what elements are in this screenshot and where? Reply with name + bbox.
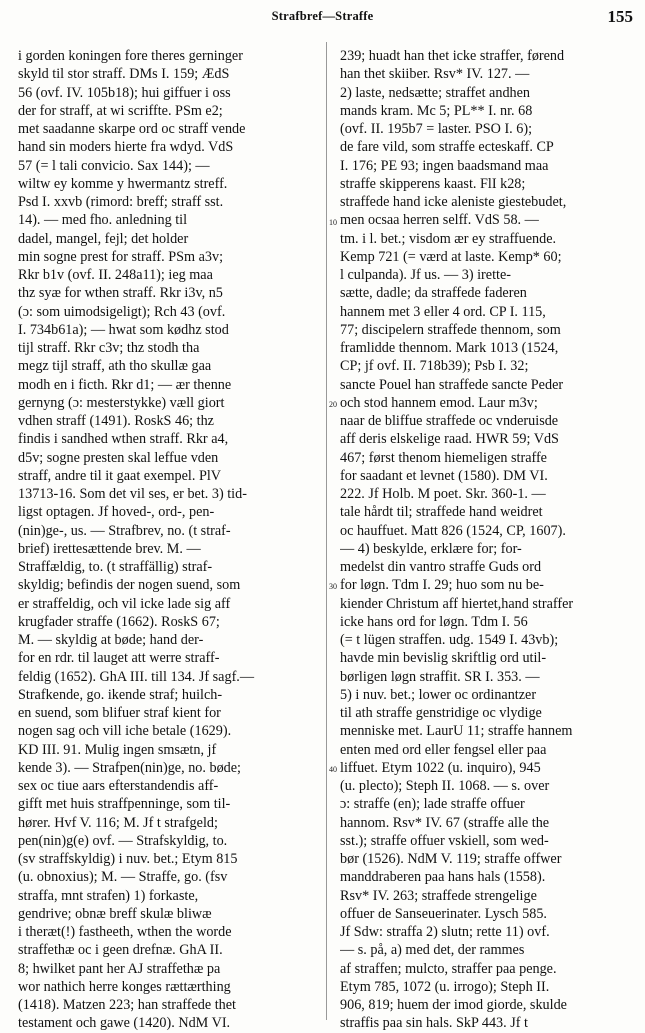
text-line: for løgn. Tdm I. 29; huo som nu be-: [340, 577, 544, 594]
text-line: tijl straff. Rkr c3v; thz stodh tha: [18, 340, 200, 356]
text-line: offuer de Sanseuerinater. Lysch 585.: [340, 905, 547, 922]
text-line: sex oc tiue aars efterstandendis aff-: [18, 778, 219, 794]
text-line: ɔ: straffe (en); lade straffe offuer: [340, 796, 525, 813]
text-line: wiltw ey komme y hwermantz streff.: [18, 175, 228, 192]
text-line: straffe skipperens kaast. FlI k28;: [340, 175, 526, 192]
text-line: kende 3). — Strafpen(nin)ge, no. bøde;: [18, 759, 241, 776]
text-line: havde min bevislig skriftlig ord util-: [340, 650, 547, 667]
text-line: modh en i ficth. Rkr d1; — ær thenne: [18, 376, 232, 393]
text-line: men ocsaa herren selff. VdS 58. —: [340, 212, 539, 229]
right-text-column: [340, 47, 630, 1033]
text-line: och stod hannem emod. Laur m3v;: [340, 394, 538, 411]
text-line: skyld til stor straff. DMs I. 159; ÆdS: [18, 66, 230, 83]
text-line: (1418). Matzen 223; han straffede thet: [18, 997, 236, 1013]
text-line: straffethæ oc i geen drefnæ. GhA II.: [18, 942, 223, 959]
text-line: han thet skiiber. Rsv* IV. 127. —: [340, 66, 530, 83]
text-line: naar de bliffue straffede oc vnderuisde: [340, 413, 559, 429]
text-line: Psd I. xxvb (rimord: breff; straff sst.: [18, 194, 224, 210]
text-line: megz tijl straff, ath tho skullæ gaa: [18, 358, 212, 375]
text-line: 77; discipelern straffede thennom, som: [340, 321, 561, 338]
line-number-marker: 20: [329, 400, 337, 409]
text-line: bør (1526). NdM V. 119; straffe offwer: [340, 851, 562, 867]
text-line: manddraberen paa hans hals (1558).: [340, 869, 546, 886]
text-line: tale hårdt til; straffede hand weidret: [340, 504, 543, 521]
text-line: i gorden koningen fore theres gerninger: [18, 48, 243, 64]
text-line: straff, andre til it gaat exempel. PlV: [18, 467, 222, 484]
text-line: 906, 819; huem der imod giorde, skulde: [340, 997, 567, 1013]
text-line: I. 176; PE 93; ingen baadsmand maa: [340, 157, 549, 174]
text-line: feldig (1652). GhA III. till 134. Jf sagf.—: [18, 668, 255, 685]
text-line: (sv straffskyldig) i nuv. bet.; Etym 815: [18, 851, 238, 867]
line-number-marker: 10: [329, 218, 337, 227]
running-header: Strafbref—Straffe: [271, 9, 374, 23]
text-line: l culpanda). Jf us. — 3) irette-: [340, 267, 511, 283]
text-line: hannom. Rsv* IV. 67 (straffe alle the: [340, 814, 550, 831]
text-line: enten med ord eller fengsel eller paa: [340, 741, 547, 758]
page-number: 155: [607, 7, 633, 26]
text-line: tm. i l. bet.; visdom ær ey straffuende.: [340, 230, 557, 247]
text-line: af straffen; mulcto, straffer paa penge.: [340, 960, 557, 977]
text-line: straffis paa sin hals. SkP 443. Jf t: [340, 1015, 528, 1032]
text-line: kiender Christum aff hiertet,hand straffer: [340, 595, 574, 612]
text-line: met saadanne skarpe ord oc straff vende: [18, 121, 246, 137]
text-line: thz syæ for wthen straff. Rkr i3v, n5: [18, 285, 223, 302]
text-line: (ɔ: som uimodsigeligt); Rch 43 (ovf.: [18, 303, 226, 320]
text-line: gifft met huis straffpenninge, som til-: [18, 796, 231, 813]
text-line: 467; først thenom hiemeligen straffe: [340, 449, 547, 466]
text-line: icke hans ord for løgn. Tdm I. 56: [340, 613, 528, 630]
text-line: straffa, mnt strafen) 1) forkaste,: [18, 887, 199, 904]
text-line: de fare vild, som straffe ecteskaff. CP: [340, 139, 554, 156]
text-line: medelst din vantro straffe Guds ord: [340, 559, 542, 575]
text-line: gendrive; obnæ breff skulæ bliwæ: [18, 905, 212, 922]
text-line: — 4) beskylde, erklære for; for-: [340, 540, 522, 557]
text-line: (nin)ge-, us. — Strafbrev, no. (t straf-: [18, 522, 231, 539]
text-line: mands kram. Mc 5; PL** I. nr. 68: [340, 102, 533, 119]
text-line: sætte, dadle; da straffede faderen: [340, 285, 527, 302]
text-line: ligst optagen. Jf hoved-, ord-, pen-: [18, 504, 215, 521]
text-line: Etym 785, 1072 (u. irrogo); Steph II.: [340, 978, 550, 995]
text-line: hannem met 3 eller 4 ord. CP I. 115,: [340, 303, 546, 320]
text-line: 222. Jf Holb. M poet. Skr. 360-1. —: [340, 486, 546, 502]
text-line: Rkr b1v (ovf. II. 248a11); ieg maa: [18, 267, 213, 283]
text-line: Rsv* IV. 263; straffede strengelige: [340, 887, 537, 904]
text-line: (u. obnoxius); M. — Straffe, go. (fsv: [18, 869, 228, 886]
text-line: for saadant et levnet (1580). DM VI.: [340, 467, 548, 484]
text-line: 56 (ovf. IV. 105b18); hui giffuer i oss: [18, 84, 231, 101]
text-line: hører. Hvf V. 116; M. Jf t strafgeld;: [18, 814, 218, 831]
text-line: framlidde thennom. Mark 1013 (1524,: [340, 340, 559, 356]
text-line: (ovf. II. 195b7 = laster. PSO I. 6);: [340, 121, 533, 137]
text-line: liffuet. Etym 1022 (u. inquiro), 945: [340, 759, 541, 776]
text-line: børligen løgn straffit. SR I. 353. —: [340, 668, 540, 685]
text-line: 239; huadt han thet icke straffer, førend: [340, 48, 565, 64]
text-line: d5v; sogne presten skal leffue vden: [18, 449, 219, 466]
text-line: (u. plecto); Steph II. 1068. — s. over: [340, 778, 550, 794]
text-line: Strafkende, go. ikende straf; huilch-: [18, 686, 223, 703]
text-line: hand sin moders hierte fra wdyd. VdS: [18, 139, 234, 156]
text-line: M. — skyldig at bøde; hand der-: [18, 632, 204, 648]
text-line: findis i sandhed wthen straff. Rkr a4,: [18, 431, 229, 448]
left-text-column: [18, 47, 314, 1033]
text-line: gernyng (ɔ: mesterstykke) væll giort: [18, 394, 225, 411]
text-line: menniske met. LaurU 11; straffe hannem: [340, 723, 573, 740]
text-line: sst.); straffe offuer vskiell, som wed-: [340, 832, 549, 849]
text-line: 14). — med fho. anledning til: [18, 212, 188, 229]
text-line: testament och gawe (1420). NdM VI.: [18, 1015, 231, 1032]
text-line: nogen sag och vill iche betale (1629).: [18, 723, 232, 740]
text-line: skyldig; befindis der nogen suend, som: [18, 577, 241, 594]
text-line: min sogne prest for straff. PSm a3v;: [18, 248, 224, 265]
text-line: en suend, som blifuer straf kient for: [18, 705, 221, 721]
text-line: for en rdr. til lauget att werre straff-: [18, 650, 220, 667]
text-line: brief) irettesættende brev. M. —: [18, 540, 201, 557]
text-line: i theræt(!) fastheeth, wthen the worde: [18, 924, 232, 940]
text-line: aff deris elskelige raad. HWR 59; VdS: [340, 431, 559, 448]
text-line: oc hauffuet. Matt 826 (1524, CP, 1607).: [340, 522, 566, 539]
line-number-marker: 40: [329, 765, 337, 774]
text-line: 2) laste, nedsætte; straffet andhen: [340, 84, 531, 101]
text-line: 13713-16. Som det vil ses, er bet. 3) tid-: [18, 486, 247, 502]
text-line: dadel, mangel, fejl; det holder: [18, 230, 189, 247]
text-line: krugfader straffe (1662). RoskS 67;: [18, 613, 220, 630]
text-line: Jf Sdw: straffa 2) slutn; rette 11) ovf.: [340, 924, 550, 940]
text-line: wor nathich herre konges rættærthing: [18, 978, 231, 995]
text-line: 5) i nuv. bet.; lower oc ordinantzer: [340, 686, 537, 703]
text-line: Kemp 721 (= værd at laste. Kemp* 60;: [340, 248, 562, 265]
text-line: (= t lügen straffen. udg. 1549 I. 43vb);: [340, 632, 559, 648]
text-line: 8; hwilket pant her AJ straffethæ pa: [18, 960, 221, 977]
text-line: — s. på, a) med det, der rammes: [340, 942, 525, 959]
text-line: sancte Pouel han straffede sancte Peder: [340, 376, 564, 393]
text-line: 57 (= l tali convicio. Sax 144); —: [18, 157, 210, 174]
text-line: straffede hand icke aleniste giestebudet,: [340, 194, 567, 210]
column-divider: [326, 42, 327, 1020]
text-line: vdhen straff (1491). RoskS 46; thz: [18, 413, 214, 429]
text-line: der for straff, at wi scriffte. PSm e2;: [18, 102, 223, 119]
text-line: KD III. 91. Mulig ingen smsætn, jf: [18, 741, 217, 758]
text-line: er straffeldig, och vil icke lade sig aff: [18, 595, 231, 612]
text-line: I. 734b61a); — hwat som kødhz stod: [18, 321, 229, 338]
text-line: CP; jf ovf. II. 718b39); Psb I. 32;: [340, 358, 529, 375]
text-line: Straffældig, to. (t straffällig) straf-: [18, 559, 213, 575]
line-number-marker: 30: [329, 582, 337, 591]
text-line: pen(nin)g(e) ovf. — Strafskyldig, to.: [18, 832, 228, 849]
text-line: til ath straffe genstridige oc vlydige: [340, 705, 542, 721]
